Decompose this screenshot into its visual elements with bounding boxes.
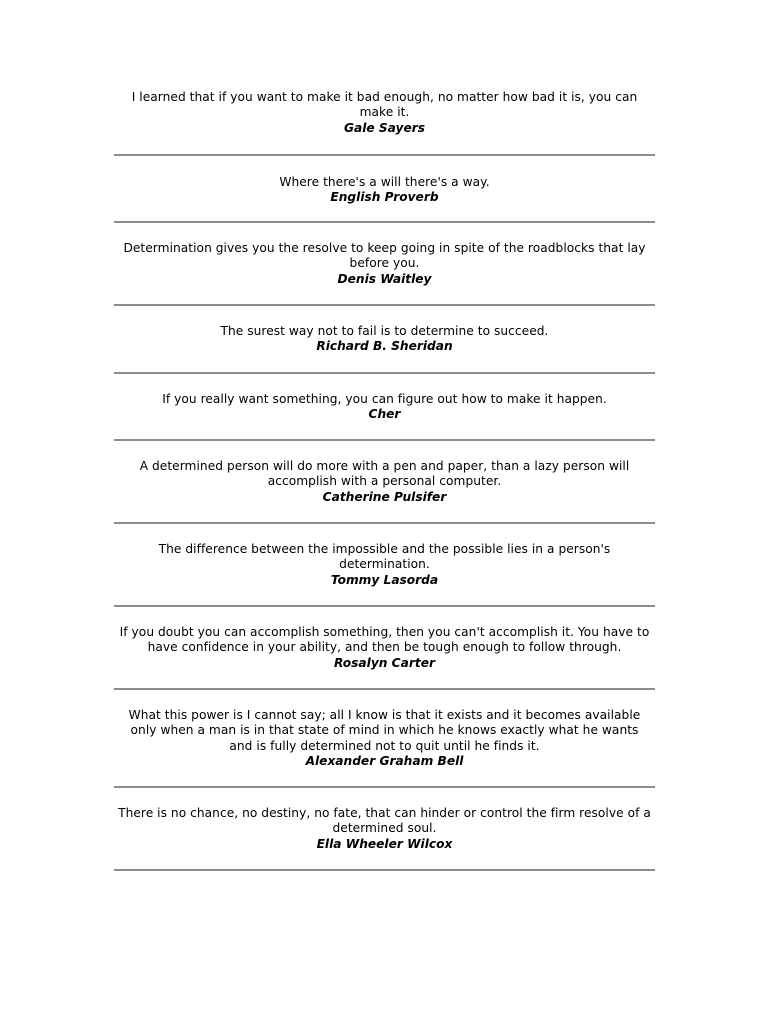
quote-item	[114, 607, 655, 690]
quote-author: Gale Sayers	[343, 120, 425, 135]
quote-text: Where there's a will there's a way.	[279, 175, 490, 189]
quote-item	[114, 788, 655, 871]
quote-item	[114, 156, 655, 223]
quote-author: Catherine Pulsifer	[322, 489, 447, 504]
quote-text: The surest way not to fail is to determine to succeed.	[220, 324, 549, 338]
quote-author: Tommy Lasorda	[330, 572, 439, 587]
quote-item	[114, 306, 655, 374]
quote-author: Denis Waitley	[337, 271, 432, 286]
quote-text: The difference between the impossible and the possible lies in a person's determination.	[158, 542, 611, 572]
quote-author: Ella Wheeler Wilcox	[316, 836, 453, 851]
quote-author: Cher	[368, 407, 401, 422]
quote-author: Richard B. Sheridan	[316, 339, 453, 354]
quote-author: Alexander Graham Bell	[305, 753, 464, 768]
quote-text: If you doubt you can accomplish something, then you can't accomplish it. You have to have confidence in your ability, and then be tough enough to follow through.	[119, 625, 650, 655]
quote-text: A determined person will do more with a pen and paper, than a lazy person will accomplish with a personal computer.	[139, 459, 630, 489]
quote-item	[114, 223, 655, 306]
quote-author: English Proverb	[330, 190, 439, 205]
quote-item	[114, 690, 655, 788]
quote-item	[114, 441, 655, 524]
quote-item	[114, 524, 655, 607]
quote-text: If you really want something, you can figure out how to make it happen.	[162, 392, 607, 406]
quote-text: There is no chance, no destiny, no fate, that can hinder or control the firm resolve of a determined soul.	[118, 806, 651, 836]
quote-text: What this power is I cannot say; all I know is that it exists and it becomes available only when a man is in that state of mind in which he knows exactly what he wants and is fully determined not to quit until he finds it.	[128, 708, 641, 753]
quote-item	[114, 90, 655, 156]
quote-list	[114, 90, 655, 871]
quote-text: Determination gives you the resolve to keep going in spite of the roadblocks that lay before you.	[123, 241, 646, 271]
quote-text: I learned that if you want to make it bad enough, no matter how bad it is, you can make it.	[131, 90, 638, 120]
quote-item	[114, 374, 655, 441]
quote-author: Rosalyn Carter	[334, 655, 435, 670]
